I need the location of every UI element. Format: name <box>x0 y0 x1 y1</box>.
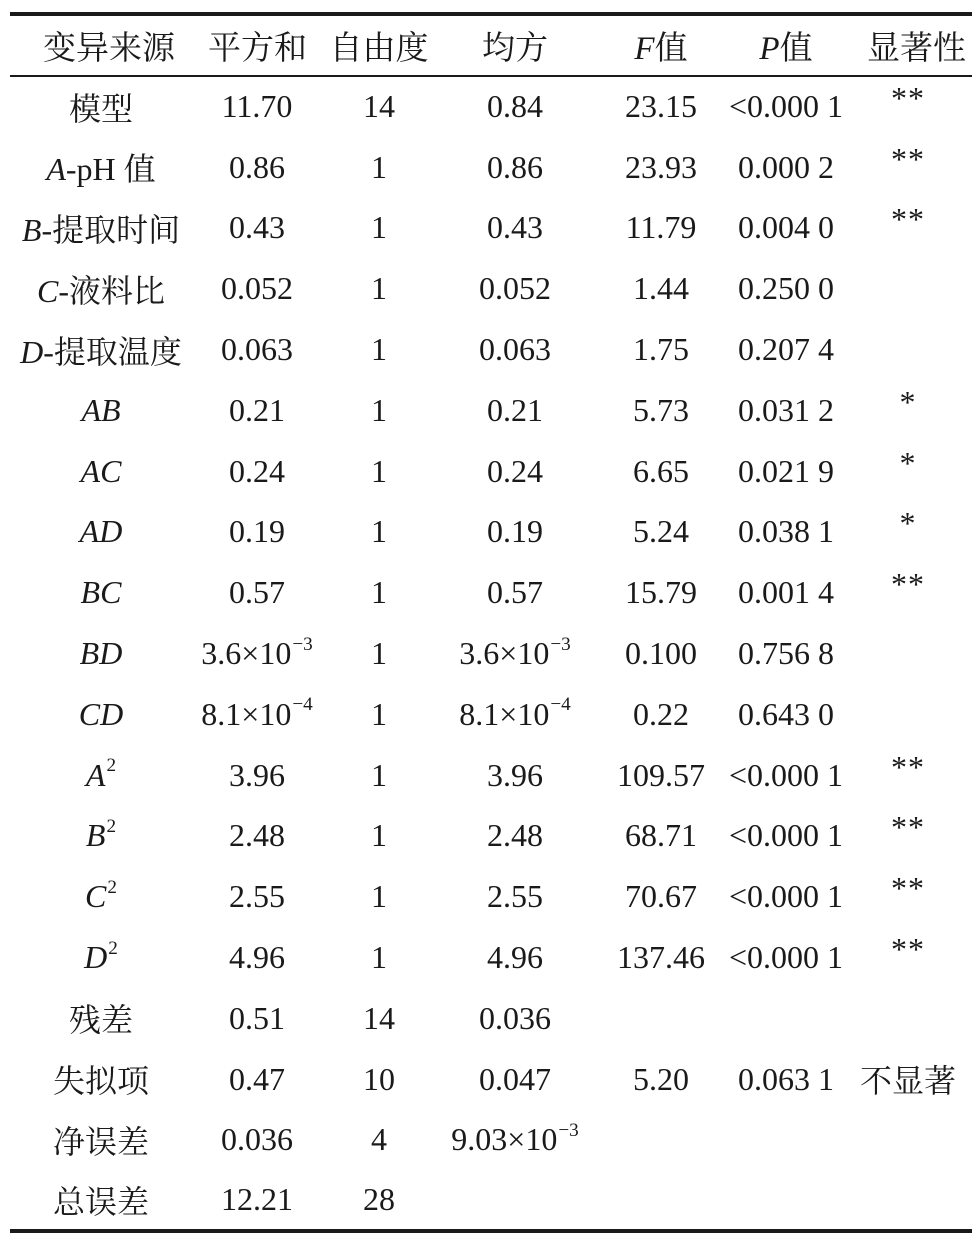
ss-value: 3.6×10 <box>201 635 292 672</box>
cell-mean-square <box>436 684 594 745</box>
cell-degrees-of-freedom: 1 <box>371 513 387 550</box>
header-label: 值 <box>779 31 813 67</box>
header-mean-square <box>436 14 594 76</box>
cell-p-value: 0.031 2 <box>738 391 834 428</box>
significance-stars: ** <box>891 809 925 846</box>
cell-sum-of-squares <box>192 866 322 927</box>
header-f-value <box>594 14 728 76</box>
source-factor-symbol: D <box>84 939 108 976</box>
cell-degrees-of-freedom: 1 <box>371 817 387 854</box>
cell-f-value <box>594 1110 728 1171</box>
cell-significance: 不显著 <box>859 1063 956 1100</box>
cell-degrees-of-freedom: 1 <box>371 452 387 489</box>
source-exponent: 2 <box>108 937 118 959</box>
cell-f-value: 6.65 <box>633 452 689 489</box>
cell-f-value: 23.15 <box>625 88 697 125</box>
cell-source <box>10 988 192 1049</box>
cell-f-value: 11.79 <box>625 209 697 246</box>
source-factor-symbol: D <box>20 333 44 370</box>
cell-sum-of-squares <box>192 684 322 745</box>
header-sum-of-squares <box>192 14 322 76</box>
cell-f-value: 137.46 <box>617 939 705 976</box>
cell-significance <box>844 927 972 988</box>
cell-sum-of-squares <box>192 319 322 380</box>
cell-mean-square <box>436 1110 594 1171</box>
cell-source <box>10 441 192 502</box>
header-label: 平方和 <box>208 31 307 67</box>
cell-degrees-of-freedom: 1 <box>371 209 387 246</box>
cell-p-value: <0.000 1 <box>728 878 844 915</box>
cell-sum-of-squares <box>192 623 322 684</box>
cell-degrees-of-freedom: 4 <box>371 1121 387 1158</box>
cell-degrees-of-freedom: 1 <box>371 391 387 428</box>
ss-value: 3.96 <box>229 756 285 793</box>
ms-exponent: −3 <box>550 633 571 655</box>
significance-stars: ** <box>891 80 925 117</box>
cell-significance <box>844 988 972 1049</box>
source-factor-symbol: B <box>21 211 42 248</box>
cell-significance <box>844 684 972 745</box>
cell-degrees-of-freedom: 1 <box>371 635 387 672</box>
cell-f-value: 5.20 <box>633 1060 689 1097</box>
anova-table-container <box>10 12 972 1233</box>
cell-significance <box>844 623 972 684</box>
source-factor-symbol: BC <box>80 574 122 611</box>
cell-mean-square <box>436 806 594 867</box>
significance-stars: * <box>899 383 917 420</box>
cell-degrees-of-freedom: 1 <box>371 270 387 307</box>
cell-mean-square <box>436 502 594 563</box>
table-body <box>10 76 972 1231</box>
source-label: 失拟项 <box>52 1063 149 1100</box>
table-row <box>10 319 972 380</box>
cell-mean-square <box>436 380 594 441</box>
source-factor-symbol: AD <box>79 513 123 550</box>
ss-value: 0.063 <box>221 331 293 368</box>
cell-significance <box>844 502 972 563</box>
source-factor-symbol: C <box>36 272 59 309</box>
cell-mean-square <box>436 562 594 623</box>
source-factor-symbol: BD <box>79 635 123 672</box>
cell-mean-square <box>436 745 594 806</box>
source-exponent: 2 <box>106 815 117 837</box>
cell-p-value <box>728 1110 844 1171</box>
cell-source <box>10 1170 192 1231</box>
cell-sum-of-squares <box>192 198 322 259</box>
source-factor-symbol: A <box>46 151 66 188</box>
header-row <box>10 14 972 76</box>
source-exponent: 2 <box>107 876 117 898</box>
cell-sum-of-squares <box>192 76 322 137</box>
ms-value: 8.1×10 <box>459 695 550 732</box>
cell-mean-square <box>436 866 594 927</box>
cell-p-value: <0.000 1 <box>728 817 844 854</box>
cell-sum-of-squares <box>192 380 322 441</box>
cell-degrees-of-freedom: 1 <box>371 148 387 185</box>
source-factor-symbol: AC <box>80 452 122 489</box>
cell-f-value: 15.79 <box>625 574 697 611</box>
ss-exponent: −4 <box>292 694 313 716</box>
cell-mean-square <box>436 1049 594 1110</box>
cell-p-value: 0.021 9 <box>738 452 834 489</box>
cell-p-value: 0.038 1 <box>738 513 834 550</box>
cell-degrees-of-freedom: 1 <box>371 878 387 915</box>
cell-sum-of-squares <box>192 1110 322 1171</box>
ss-value: 0.036 <box>221 1121 293 1158</box>
ss-value: 0.86 <box>229 148 285 185</box>
cell-p-value: 0.001 4 <box>738 574 834 611</box>
anova-table <box>10 12 972 1233</box>
significance-stars: ** <box>891 931 925 968</box>
cell-significance <box>844 866 972 927</box>
ms-value: 0.19 <box>487 513 543 550</box>
cell-sum-of-squares <box>192 745 322 806</box>
source-label: -提取温度 <box>43 333 182 370</box>
header-degrees-of-freedom <box>322 14 436 76</box>
cell-p-value <box>728 1170 844 1231</box>
significance-stars: ** <box>891 870 925 907</box>
cell-degrees-of-freedom: 28 <box>363 1181 395 1218</box>
cell-source <box>10 866 192 927</box>
cell-mean-square <box>436 198 594 259</box>
cell-significance <box>844 745 972 806</box>
ss-value: 0.19 <box>229 513 285 550</box>
cell-source <box>10 137 192 198</box>
cell-source <box>10 562 192 623</box>
header-italic-symbol: F <box>634 31 655 67</box>
table-row <box>10 684 972 745</box>
cell-source <box>10 258 192 319</box>
cell-sum-of-squares <box>192 1170 322 1231</box>
header-label: 显著性 <box>867 31 966 67</box>
table-row <box>10 1110 972 1171</box>
cell-source <box>10 684 192 745</box>
cell-significance <box>844 258 972 319</box>
table-row <box>10 866 972 927</box>
cell-degrees-of-freedom: 1 <box>371 574 387 611</box>
cell-f-value: 68.71 <box>625 817 697 854</box>
cell-p-value: 0.207 4 <box>738 331 834 368</box>
cell-p-value: 0.756 8 <box>738 635 834 672</box>
cell-mean-square <box>436 319 594 380</box>
cell-f-value <box>594 1170 728 1231</box>
cell-source <box>10 319 192 380</box>
ms-value: 0.21 <box>487 391 543 428</box>
ss-value: 8.1×10 <box>201 695 292 732</box>
source-exponent: 2 <box>106 755 117 777</box>
ss-value: 0.21 <box>229 391 285 428</box>
cell-mean-square <box>436 137 594 198</box>
cell-degrees-of-freedom: 14 <box>363 999 395 1036</box>
ms-value: 0.063 <box>479 331 551 368</box>
cell-sum-of-squares <box>192 502 322 563</box>
cell-significance <box>844 1110 972 1171</box>
cell-p-value: 0.643 0 <box>738 695 834 732</box>
source-factor-symbol: CD <box>78 695 124 732</box>
source-factor-symbol: AB <box>81 391 121 428</box>
ms-value: 0.052 <box>479 270 551 307</box>
source-label: -pH 值 <box>65 151 156 188</box>
table-row <box>10 623 972 684</box>
source-label: 净误差 <box>52 1123 149 1160</box>
significance-stars: ** <box>891 140 925 177</box>
cell-f-value: 70.67 <box>625 878 697 915</box>
cell-significance <box>844 380 972 441</box>
cell-mean-square <box>436 441 594 502</box>
source-factor-symbol: B <box>85 817 106 854</box>
table-row <box>10 198 972 259</box>
ss-value: 0.47 <box>229 1060 285 1097</box>
cell-significance <box>844 562 972 623</box>
ms-value: 4.96 <box>487 939 543 976</box>
ss-value: 0.24 <box>229 452 285 489</box>
ms-value: 0.86 <box>487 148 543 185</box>
ms-value: 2.55 <box>487 878 543 915</box>
cell-f-value: 1.75 <box>633 331 689 368</box>
table-row <box>10 927 972 988</box>
cell-f-value: 5.73 <box>633 391 689 428</box>
cell-mean-square <box>436 927 594 988</box>
source-label: 模型 <box>68 90 133 127</box>
ms-value: 0.047 <box>479 1060 551 1097</box>
table-row <box>10 441 972 502</box>
cell-degrees-of-freedom: 1 <box>371 331 387 368</box>
ms-exponent: −3 <box>558 1119 579 1141</box>
cell-significance <box>844 441 972 502</box>
cell-f-value: 23.93 <box>625 148 697 185</box>
cell-sum-of-squares <box>192 1049 322 1110</box>
header-significance <box>844 14 972 76</box>
cell-p-value: 0.063 1 <box>738 1060 834 1097</box>
ms-value: 0.24 <box>487 452 543 489</box>
table-row <box>10 745 972 806</box>
header-source <box>10 14 192 76</box>
cell-degrees-of-freedom: 1 <box>371 756 387 793</box>
ss-value: 2.48 <box>229 817 285 854</box>
header-label: 均方 <box>482 31 548 67</box>
cell-sum-of-squares <box>192 258 322 319</box>
ss-value: 0.57 <box>229 574 285 611</box>
ss-value: 12.21 <box>221 1181 293 1218</box>
cell-significance <box>844 76 972 137</box>
ms-value: 0.43 <box>487 209 543 246</box>
header-p-value <box>728 14 844 76</box>
cell-mean-square <box>436 1170 594 1231</box>
cell-sum-of-squares <box>192 806 322 867</box>
significance-stars: ** <box>891 201 925 238</box>
cell-f-value: 0.100 <box>625 635 697 672</box>
cell-degrees-of-freedom: 14 <box>363 88 395 125</box>
ss-value: 0.052 <box>221 270 293 307</box>
cell-p-value: <0.000 1 <box>728 88 844 125</box>
cell-source <box>10 502 192 563</box>
cell-p-value: 0.000 2 <box>738 148 834 185</box>
ss-value: 11.70 <box>221 88 293 125</box>
significance-stars: * <box>899 505 917 542</box>
cell-mean-square <box>436 258 594 319</box>
cell-mean-square <box>436 76 594 137</box>
cell-sum-of-squares <box>192 562 322 623</box>
ms-exponent: −4 <box>550 694 571 716</box>
cell-f-value: 0.22 <box>633 695 689 732</box>
header-label: 变异来源 <box>43 31 175 67</box>
cell-p-value <box>728 988 844 1049</box>
source-label: -提取时间 <box>41 211 181 248</box>
table-row <box>10 562 972 623</box>
cell-source <box>10 198 192 259</box>
cell-f-value: 1.44 <box>633 270 689 307</box>
table-row <box>10 258 972 319</box>
cell-significance <box>844 198 972 259</box>
cell-significance <box>844 137 972 198</box>
ss-value: 0.51 <box>229 999 285 1036</box>
ss-value: 4.96 <box>229 939 285 976</box>
cell-significance <box>844 319 972 380</box>
cell-f-value: 5.24 <box>633 513 689 550</box>
table-row <box>10 1049 972 1110</box>
table-row <box>10 1170 972 1231</box>
cell-degrees-of-freedom: 10 <box>363 1060 395 1097</box>
header-label: 值 <box>654 31 688 67</box>
cell-sum-of-squares <box>192 988 322 1049</box>
table-row <box>10 380 972 441</box>
ms-value: 2.48 <box>487 817 543 854</box>
ss-value: 0.43 <box>229 209 285 246</box>
cell-source <box>10 380 192 441</box>
source-label: -液料比 <box>58 272 165 309</box>
table-row <box>10 137 972 198</box>
ms-value: 3.6×10 <box>459 635 550 672</box>
cell-p-value: 0.004 0 <box>738 209 834 246</box>
table-row <box>10 502 972 563</box>
table-row <box>10 76 972 137</box>
ms-value: 0.036 <box>479 999 551 1036</box>
ms-value: 0.57 <box>487 574 543 611</box>
ms-value: 3.96 <box>487 756 543 793</box>
table-row <box>10 988 972 1049</box>
ss-value: 2.55 <box>229 878 285 915</box>
cell-degrees-of-freedom: 1 <box>371 939 387 976</box>
source-factor-symbol: C <box>85 878 107 915</box>
significance-stars: ** <box>891 748 925 785</box>
cell-source <box>10 76 192 137</box>
cell-sum-of-squares <box>192 927 322 988</box>
cell-p-value: 0.250 0 <box>738 270 834 307</box>
source-label: 总误差 <box>52 1183 149 1220</box>
significance-stars: * <box>899 444 917 481</box>
cell-significance <box>844 1170 972 1231</box>
cell-source <box>10 1049 192 1110</box>
cell-sum-of-squares <box>192 441 322 502</box>
cell-p-value: <0.000 1 <box>728 939 844 976</box>
ms-value: 0.84 <box>487 88 543 125</box>
cell-mean-square <box>436 988 594 1049</box>
source-factor-symbol: A <box>85 756 106 793</box>
cell-source <box>10 1110 192 1171</box>
cell-source <box>10 623 192 684</box>
header-italic-symbol: P <box>759 31 780 67</box>
cell-f-value: 109.57 <box>617 756 705 793</box>
cell-sum-of-squares <box>192 137 322 198</box>
ms-value: 9.03×10 <box>451 1121 558 1158</box>
cell-mean-square <box>436 623 594 684</box>
source-label: 残差 <box>68 1002 133 1039</box>
cell-source <box>10 927 192 988</box>
significance-stars: ** <box>891 566 925 603</box>
ss-exponent: −3 <box>292 633 313 655</box>
cell-source <box>10 745 192 806</box>
header-label: 自由度 <box>329 31 429 67</box>
cell-source <box>10 806 192 867</box>
cell-degrees-of-freedom: 1 <box>371 695 387 732</box>
cell-significance <box>844 806 972 867</box>
table-row <box>10 806 972 867</box>
cell-p-value: <0.000 1 <box>728 756 844 793</box>
cell-f-value <box>594 988 728 1049</box>
